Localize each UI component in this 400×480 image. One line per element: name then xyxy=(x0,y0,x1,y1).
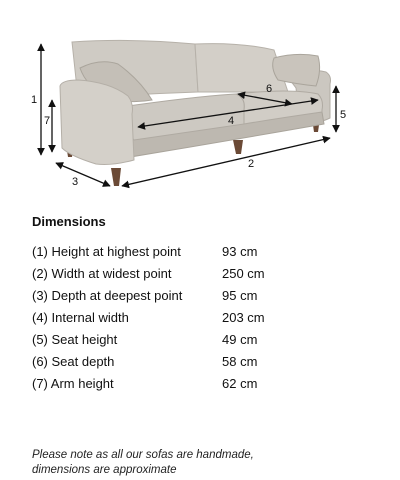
table-row xyxy=(32,306,362,328)
dimension-value: 203 cm xyxy=(222,309,265,325)
dimensions-table xyxy=(32,240,362,394)
dimension-label: (1) Height at highest point xyxy=(32,243,181,259)
dimension-value: 93 cm xyxy=(222,243,258,259)
note-line: dimensions are approximate xyxy=(32,463,177,476)
dimension-label: (6) Seat depth xyxy=(32,353,115,369)
label-arm-height: 7 xyxy=(44,115,51,127)
handmade-note xyxy=(32,448,372,478)
note-line: Please note as all our sofas are handmade, xyxy=(32,448,254,461)
dimension-label: (2) Width at widest point xyxy=(32,265,172,281)
dimension-label: (3) Depth at deepest point xyxy=(32,287,183,303)
dimension-value: 250 cm xyxy=(222,265,265,281)
table-row xyxy=(32,240,362,262)
dimension-value: 49 cm xyxy=(222,331,258,347)
label-internal-width: 4 xyxy=(228,115,235,127)
dimension-value: 62 cm xyxy=(222,375,258,391)
dimension-label: (4) Internal width xyxy=(32,309,129,325)
table-row xyxy=(32,372,362,394)
dimension-value: 95 cm xyxy=(222,287,258,303)
table-row xyxy=(32,284,362,306)
label-width: 2 xyxy=(248,158,255,170)
dimensions-heading: Dimensions xyxy=(32,214,106,229)
table-row xyxy=(32,350,362,372)
sofa-dimension-diagram xyxy=(0,0,400,200)
table-row xyxy=(32,262,362,284)
label-height: 1 xyxy=(31,94,38,106)
label-seat-depth: 6 xyxy=(266,83,273,95)
dimension-value: 58 cm xyxy=(222,353,258,369)
sofa-illustration xyxy=(0,0,400,200)
dimension-label: (7) Arm height xyxy=(32,375,114,391)
label-seat-height: 5 xyxy=(340,109,347,121)
dimension-label: (5) Seat height xyxy=(32,331,118,347)
label-depth: 3 xyxy=(72,176,79,188)
sofa-left-arm xyxy=(60,80,134,165)
table-row xyxy=(32,328,362,350)
